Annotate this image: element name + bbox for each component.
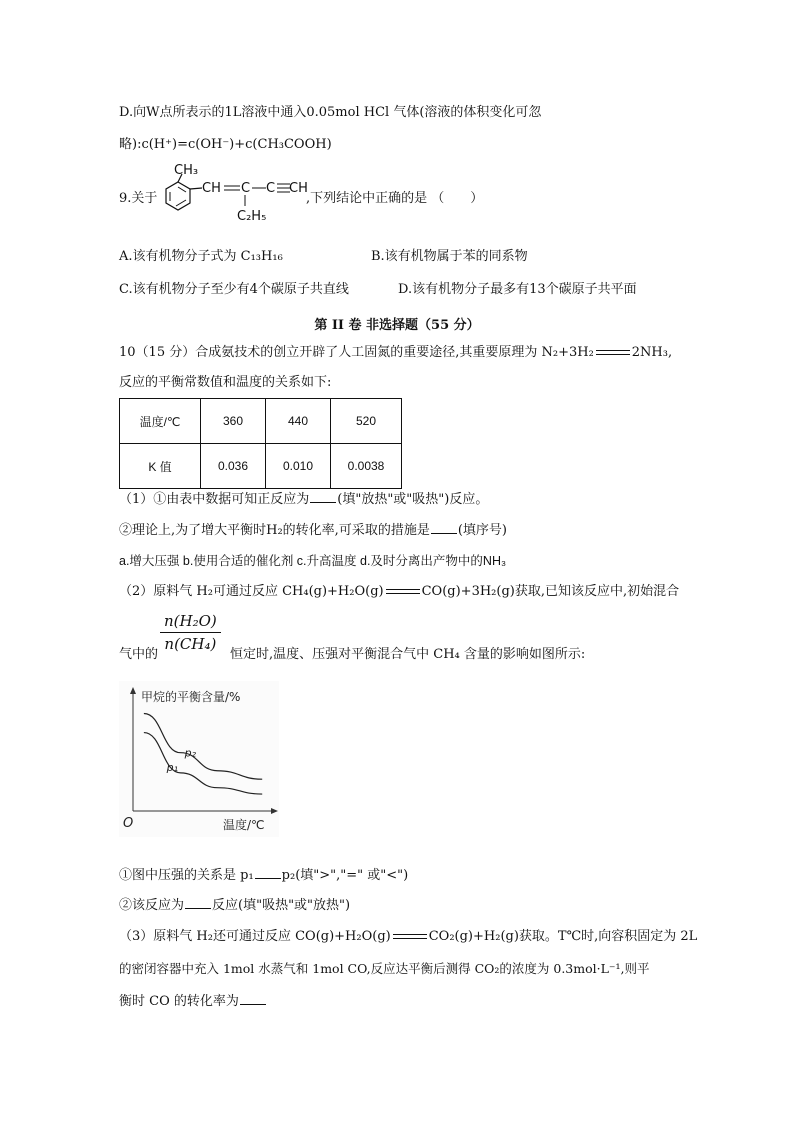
q9-prefix: 9.关于 <box>119 191 158 206</box>
c1-label: C <box>241 181 251 196</box>
q10-1-2-text-b: (填序号) <box>457 523 507 538</box>
q10-3-text-c: 衡时 CO 的转化率为 <box>119 994 239 1009</box>
x-axis-label: 温度/℃ <box>223 818 265 832</box>
q10-1-2 <box>119 521 507 540</box>
q10-intro-part-a: 10（15 分）合成氨技术的创立开辟了人工固氮的重要途径,其重要原理为 N₂+3H₂ <box>119 345 594 360</box>
q9-option-a: A.该有机物分子式为 C₁₃H₁₆ <box>119 249 283 264</box>
q10-intro-line-2: 反应的平衡常数值和温度的关系如下: <box>119 375 332 390</box>
ethyl-label: C₂H₅ <box>237 209 267 224</box>
q10-3-line-1 <box>119 928 697 946</box>
q10-1-2-text-a: ②理论上,为了增大平衡时H₂的转化率,可采取的措施是 <box>119 523 430 538</box>
table-cell: 520 <box>331 399 402 444</box>
section-title: 第 II 卷 非选择题（55 分） <box>314 318 480 333</box>
equilibrium-constant-table <box>119 398 402 489</box>
q10-3-text-b: CO₂(g)+H₂(g)获取。T℃时,向容积固定为 2L <box>428 929 698 944</box>
answer-blank[interactable] <box>185 896 211 909</box>
q10-1-1 <box>119 490 488 509</box>
q10-1-1-text-b: (填"放热"或"吸热")反应。 <box>337 492 489 507</box>
equilibrium-arrow <box>393 932 427 942</box>
q10-2-1-text-a: ①图中压强的关系是 p₁ <box>119 868 254 883</box>
table-cell: 440 <box>266 399 331 444</box>
answer-blank[interactable] <box>240 992 266 1005</box>
q10-intro <box>119 344 672 362</box>
table-row <box>120 444 402 489</box>
q10-1-options: a.增大压强 b.使用合适的催化剂 c.升高温度 d.及时分离出产物中的NH₃ <box>119 554 507 568</box>
ratio-fraction <box>160 612 221 653</box>
table-cell: 温度/℃ <box>120 399 201 444</box>
fraction-numerator: n(H₂O) <box>160 612 221 633</box>
q10-1-1-text-a: （1）①由表中数据可知正反应为 <box>119 492 310 507</box>
answer-blank[interactable] <box>255 866 281 879</box>
table-cell: 360 <box>201 399 266 444</box>
q10-2-text-a: （2）原料气 H₂可通过反应 CH₄(g)+H₂O(g) <box>119 584 384 599</box>
q9-suffix: ,下列结论中正确的是 （ ） <box>306 191 484 206</box>
equilibrium-arrow <box>386 587 420 597</box>
table-cell: 0.036 <box>201 444 266 489</box>
q10-2-1 <box>119 866 408 885</box>
q10-2-2-text-a: ②该反应为 <box>119 898 185 913</box>
q10-2-text-b: CO(g)+3H₂(g)获取,已知该反应中,初始混合 <box>421 584 680 599</box>
q9-option-b: B.该有机物属于苯的同系物 <box>371 249 528 264</box>
ch-end-label: CH <box>289 181 308 196</box>
q10-2-intro <box>119 583 679 601</box>
answer-blank[interactable] <box>431 521 457 534</box>
q9-option-d: D.该有机物分子最多有13个碳原子共平面 <box>398 282 637 297</box>
ch-label: CH <box>202 181 221 196</box>
q10-2-2-text-b: 反应(填"吸热"或"放热") <box>212 898 351 913</box>
molecule-structure <box>162 164 312 228</box>
d-option-line-2: 略):c(H⁺)=c(OH⁻)+c(CH₃COOH) <box>119 137 332 152</box>
q9-option-c: C.该有机物分子至少有4个碳原子共直线 <box>119 282 349 297</box>
q10-3-text-a: （3）原料气 H₂还可通过反应 CO(g)+H₂O(g) <box>119 929 391 944</box>
equilibrium-arrow <box>596 348 630 358</box>
table-row <box>120 399 402 444</box>
methane-content-chart <box>119 681 279 837</box>
q10-3-line-3 <box>119 992 267 1011</box>
table-cell: 0.0038 <box>331 444 402 489</box>
table-cell: K 值 <box>120 444 201 489</box>
q10-3-line-2: 的密闭容器中充入 1mol 水蒸气和 1mol CO,反应达平衡后测得 CO₂的浓度为 0.3mol·L⁻¹,则平 <box>119 961 650 976</box>
y-axis-label: 甲烷的平衡含量/% <box>141 690 241 704</box>
q10-2-line-2a: 气中的 <box>119 647 159 662</box>
q10-2-1-text-b: p₂(填">","=" 或"<") <box>281 868 409 883</box>
series-label-1: p₁ <box>166 760 179 774</box>
methyl-label: CH₃ <box>174 164 199 178</box>
q10-2-line-2b: 恒定时,温度、压强对平衡混合气中 CH₄ 含量的影响如图所示: <box>230 647 586 662</box>
series-label-0: p₂ <box>184 746 197 760</box>
fraction-denominator: n(CH₄) <box>164 635 217 653</box>
q10-2-2 <box>119 896 350 915</box>
d-option-line-1: D.向W点所表示的1L溶液中通入0.05mol HCl 气体(溶液的体积变化可忽 <box>119 105 542 120</box>
q10-intro-part-b: 2NH₃, <box>631 345 673 360</box>
c2-label: C <box>266 181 276 196</box>
table-cell: 0.010 <box>266 444 331 489</box>
answer-blank[interactable] <box>310 490 336 503</box>
origin-label: O <box>123 816 134 831</box>
